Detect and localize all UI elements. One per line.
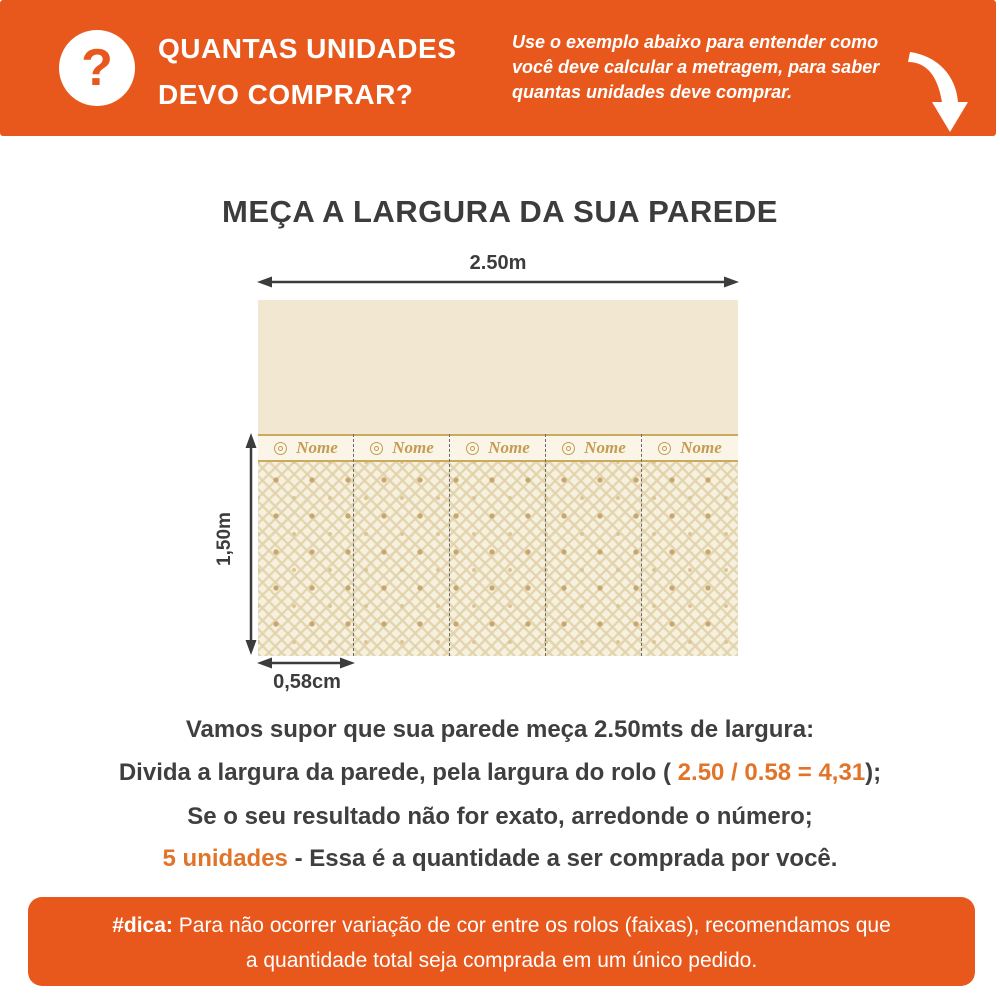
wallpaper-panel-label: Nome [488,438,530,457]
instruction-line-2 [0,759,1000,787]
tip-banner [28,897,975,986]
section-title: MEÇA A LARGURA DA SUA PAREDE [222,194,778,229]
wallpaper-panel [258,436,354,460]
tip-line-1-rest: Para não ocorrer variação de cor entre os rolos (faixas), recomendamos que [172,914,891,937]
question-icon [59,30,135,106]
brand-mark-icon [658,442,671,455]
wallpaper-panel [450,436,546,460]
roll-divider-dashed-line [353,434,354,656]
instruction-line-1: Vamos supor que sua parede meça 2.50mts de largura: [185,716,815,743]
tip-tag: #dica: [112,914,173,937]
wallpaper-pattern-area [258,462,738,656]
wall-diagram [258,300,738,656]
wall-height-label: 1,50m [214,512,235,566]
header-title-line1: QUANTAS UNIDADES [158,33,457,64]
instruction-line-4-rest: - Essa é a quantidade a ser comprada por você. [287,845,838,872]
wallpaper-panel [354,436,450,460]
wall-height-arrow [243,432,259,656]
instruction-line-3: Se o seu resultado não for exato, arredonde o número; [187,803,813,830]
header-note-line2: você deve calcular a metragem, para saber [512,57,880,77]
brand-mark-icon [370,442,383,455]
wallpaper-panel-label: Nome [392,438,434,457]
wallpaper-panel-label: Nome [584,438,626,457]
wallpaper-panel-label: Nome [680,438,722,457]
wall-plain-area [258,300,738,434]
wallpaper-panel [546,436,642,460]
roll-divider-dashed-line [641,434,642,656]
header-title-line2: DEVO COMPRAR? [158,79,414,110]
calculation-highlight: 2.50 / 0.58 = 4,31 [677,759,866,786]
wall-width-arrow [256,274,740,290]
roll-width-label: 0,58cm [273,671,341,693]
roll-width-arrow [256,655,356,671]
roll-divider-dashed-line [545,434,546,656]
header-title [158,26,456,118]
wallpaper-panel-label: Nome [296,438,338,457]
tip-line-2: a quantidade total seja comprada em um único pedido. [245,949,758,972]
header-note [512,30,912,105]
question-mark-glyph: ? [81,39,113,97]
brand-mark-icon [562,442,575,455]
brand-mark-icon [466,442,479,455]
roll-divider-dashed-line [449,434,450,656]
wall-width-label: 2.50m [469,252,527,274]
instruction-line-2-prefix: Divida a largura da parede, pela largura do rolo ( [118,759,678,786]
units-highlight: 5 unidades [162,845,288,872]
header-banner [0,0,996,136]
header-note-line3: quantas unidades deve comprar. [512,82,793,102]
instruction-line-4 [0,845,1000,873]
header-note-line1: Use o exemplo abaixo para entender como [512,32,879,52]
brand-mark-icon [274,442,287,455]
instruction-line-2-suffix: ); [865,759,882,786]
curved-down-arrow-icon [906,48,972,140]
tip-line-1 [28,908,975,943]
wallpaper-header-strip [258,434,738,462]
wallpaper-panel [642,436,738,460]
